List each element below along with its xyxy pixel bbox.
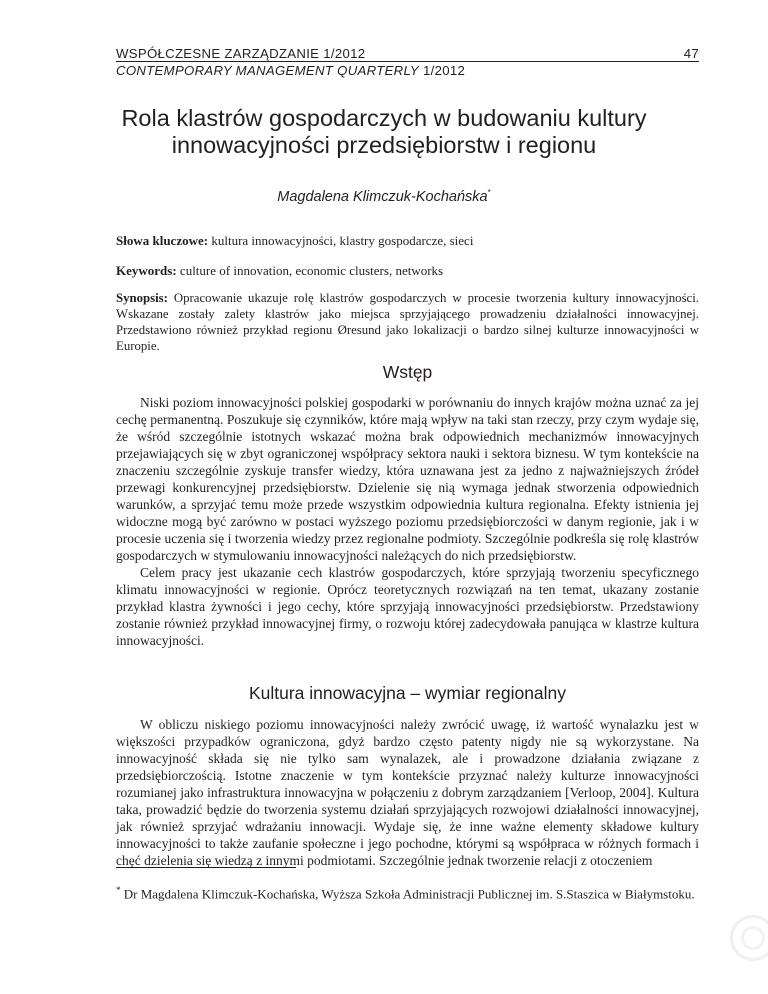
title-line-2: innowacyjności przedsiębiorstw i regionu [171, 132, 597, 158]
innovation-culture-body [116, 716, 699, 869]
synopsis-label: Synopsis: [116, 291, 168, 305]
journal-name: WSPÓŁCZESNE ZARZĄDZANIE 1/2012 [116, 46, 366, 61]
section-heading-introduction: Wstęp [382, 362, 433, 382]
introduction-body [116, 394, 699, 649]
journal-english-name [116, 62, 465, 79]
paragraph: W obliczu niskiego poziomu innowacyjności należy zwrócić uwagę, iż wartość wynalazku jest w większości przypadków ograniczona, gdyż bardzo często patenty nigdy nie są wykorzystane. Na innowacyjność składa się nie tylko sam wynalazek, ale i prowadzone działania związane z przedsiębiorczością. Istotne znaczenie w tym kontekście przyznać należy kulturze innowacyjności rozumianej jako infrastruktura innowacyjna w połączeniu z dobrym zarządzaniem [Verloop, 2004]. Kultura taka, prowadzić będzie do tworzenia systemu działań sprzyjających rozwojowi działalności innowacyjnej, jak również sprzyjać wdrażaniu innowacji. Wydaje się, że inne ważne elementy składowe kultury innowacyjności to także zaufanie społeczne i jego pochodne, którymi są współpraca w różnych formach i chęć dzielenia się wiedzą z innymi podmiotami. Szczególnie jednak tworzenie relacji z otoczeniem [116, 717, 699, 868]
page-number: 47 [683, 46, 699, 61]
author [100, 188, 668, 205]
keywords-english [116, 263, 699, 279]
keywords-polish [116, 233, 699, 249]
journal-english-issue: 1/2012 [419, 63, 466, 78]
journal-english-title: CONTEMPORARY MANAGEMENT QUARTERLY [116, 63, 420, 78]
keywords-english-label: Keywords: [116, 263, 177, 278]
keywords-polish-label: Słowa kluczowe: [116, 233, 209, 248]
title-line-1: Rola klastrów gospodarczych w budowaniu kultury [121, 105, 647, 131]
footnote-divider [116, 867, 296, 868]
keywords-english-text: culture of innovation, economic clusters, networks [176, 263, 444, 278]
footnote-mark: * [116, 885, 121, 895]
watermark-logo [730, 915, 768, 961]
article-title [100, 105, 668, 159]
author-footnote-mark: * [487, 188, 491, 197]
author-name: Magdalena Klimczuk-Kochańska [277, 188, 488, 205]
footnote-text: Dr Magdalena Klimczuk-Kochańska, Wyższa Szkoła Administracji Publicznej im. S.Staszica w Białymstoku. [120, 886, 695, 902]
synopsis [116, 290, 699, 354]
keywords-polish-text: kultura innowacyjności, klastry gospodarcze, sieci [208, 233, 474, 248]
section-heading-innovation-culture: Kultura innowacyjna – wymiar regionalny [248, 683, 567, 703]
header-divider [116, 61, 699, 62]
footnote [116, 881, 699, 903]
synopsis-text: Opracowanie ukazuje rolę klastrów gospodarczych w procesie tworzenia kultury innowacyjności. Wskazane zostały zalety klastrów jako miejsca sprzyjającego prowadzeniu działalności innowacyjnej. Przedstawiono również przykład regionu Øresund jako lokalizacji o bardzo silnej kulturze innowacyjności w Europie. [116, 291, 699, 353]
paragraph: Niski poziom innowacyjności polskiej gospodarki w porównaniu do innych krajów można uznać za jej cechę permanentną. Poszukuje się czynników, które mają wpływ na taki stan rzeczy, przy czym wydaje się, że wśród szczególnie istotnych wskazać można brak odpowiednich mechanizmów innowacyjnych przejawiających się w zbyt ograniczonej współpracy sektora nauki i sektora biznesu. W tym kontekście na znaczeniu szczególnie zyskuje transfer wiedzy, która uznawana jest za jedno z najważniejszych źródeł przewagi konkurencyjnej przedsiębiorstw. Dzielenie się nią wymaga jednak stworzenia odpowiednich warunków, a sprzyjać temu może przede wszystkim odpowiednia kultura regionalna. Efekty istnienia jej widoczne mogą być zarówno w postaci wyższego poziomu przedsiębiorczości w danym regionie, jak i w procesie uczenia się i tworzenia wiedzy przez regionalne podmioty. Szczególnie podkreśla się rolę klastrów gospodarczych w stymulowaniu innowacyjności należących do nich przedsiębiorstw. [116, 395, 699, 563]
paragraph: Celem pracy jest ukazanie cech klastrów gospodarczych, które sprzyjają tworzeniu specyficznego klimatu innowacyjności w regionie. Oprócz teoretycznych rozwiązań na ten temat, ukazany zostanie przykład klastra żywności i jego cechy, które sprzyjają innowacyjności przedsiębiorstw. Przedstawiony zostanie również przykład innowacyjnej firmy, o rozwoju której zadecydowała panująca w klastrze kultura innowacyjności. [116, 565, 699, 648]
